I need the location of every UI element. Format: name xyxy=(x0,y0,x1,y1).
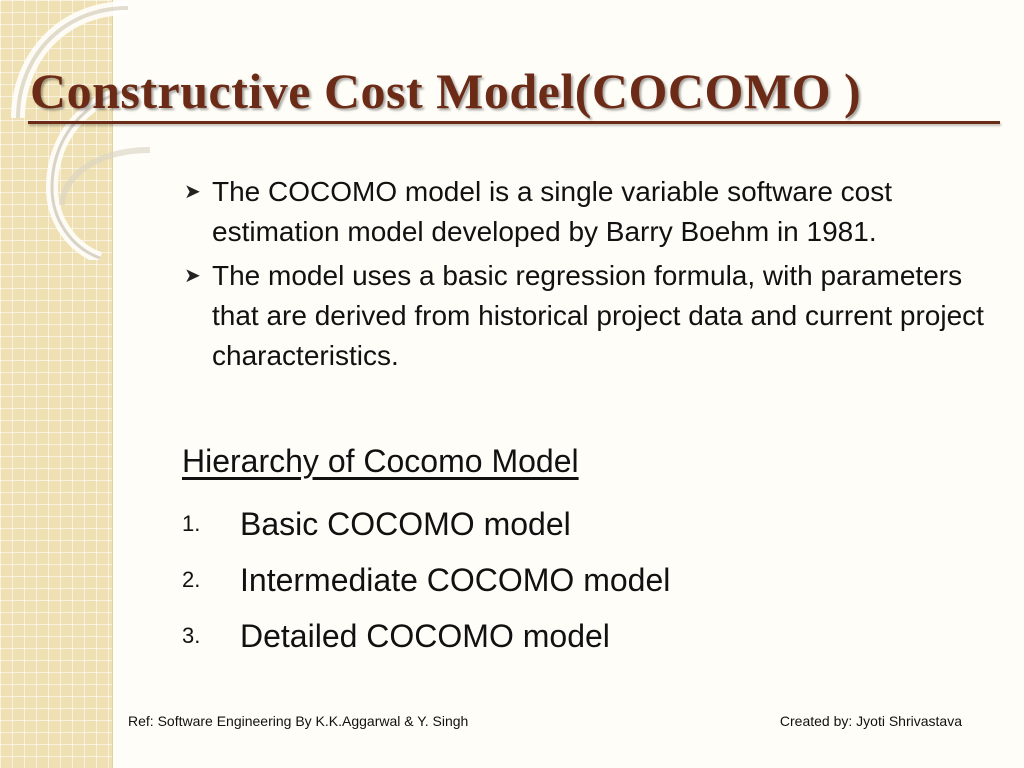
item-number: 3. xyxy=(182,623,201,648)
slide-title: Constructive Cost Model(COCOMO ) xyxy=(30,63,862,119)
hierarchy-list xyxy=(182,496,670,664)
item-number: 2. xyxy=(182,567,201,592)
bullet-text: The COCOMO model is a single variable software cost estimation model developed by Barry Boehm in 1981. xyxy=(212,176,893,247)
hierarchy-heading: Hierarchy of Cocomo Model xyxy=(182,443,579,479)
item-label: Detailed COCOMO model xyxy=(240,617,610,654)
title-underline xyxy=(28,121,1000,124)
list-item xyxy=(182,496,670,552)
footer-reference: Ref: Software Engineering By K.K.Aggarwal & Y. Singh xyxy=(128,713,469,729)
item-number: 1. xyxy=(182,511,201,536)
list-item xyxy=(182,172,1002,252)
arrow-bullet-icon: ➤ xyxy=(184,265,201,287)
item-label: Intermediate COCOMO model xyxy=(240,561,671,598)
list-item xyxy=(182,256,1002,376)
item-label: Basic COCOMO model xyxy=(240,505,571,542)
arrow-bullet-icon: ➤ xyxy=(184,181,201,203)
bullet-list xyxy=(182,172,1002,380)
list-item xyxy=(182,608,670,664)
bullet-text: The model uses a basic regression formula, with parameters that are derived from historical project data and current project characteristics. xyxy=(212,260,984,371)
footer-credit: Created by: Jyoti Shrivastava xyxy=(779,713,962,729)
list-item xyxy=(182,552,670,608)
